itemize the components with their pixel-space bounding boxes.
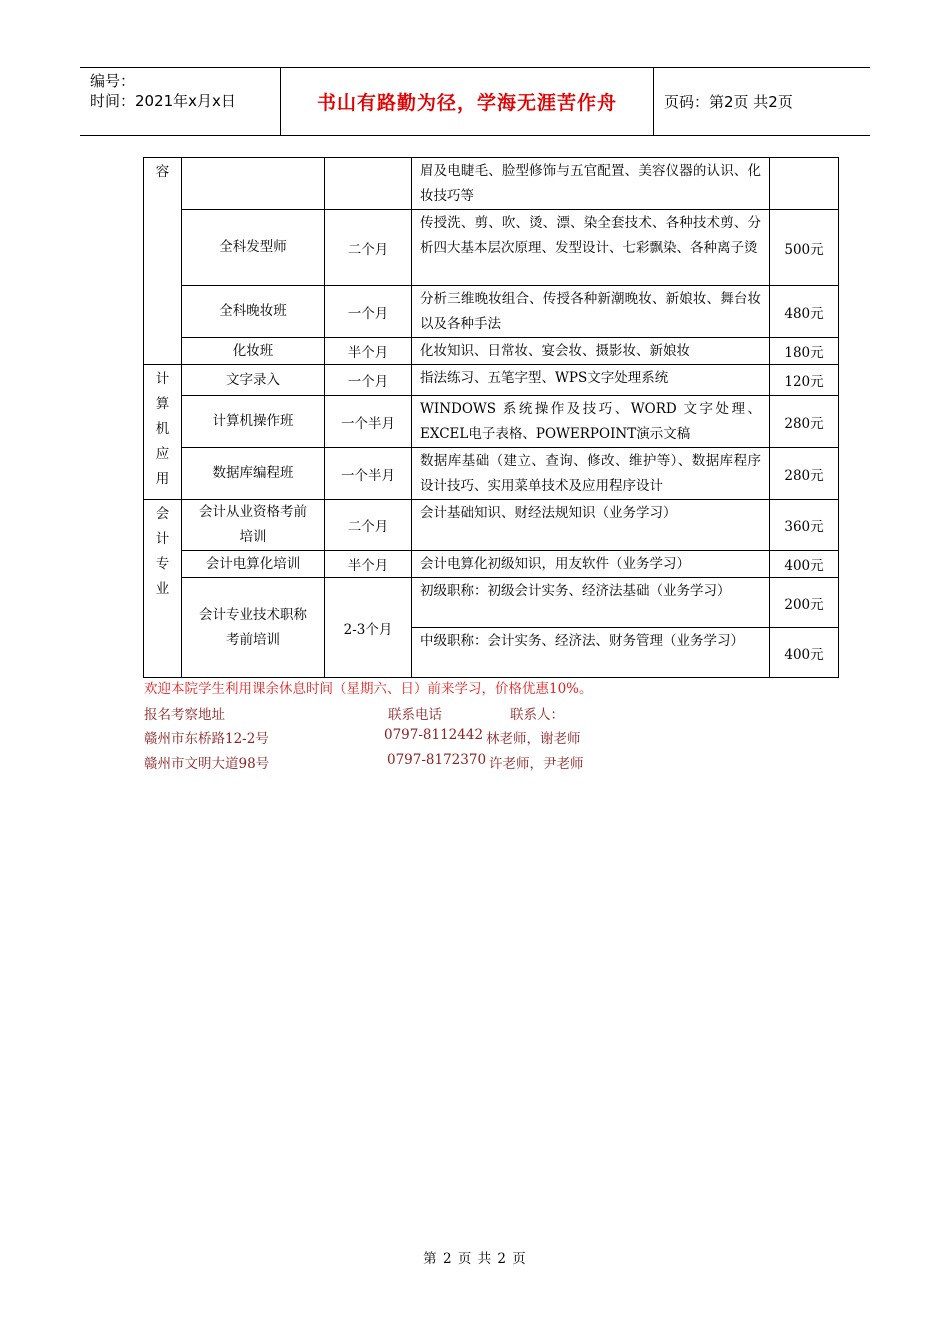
table-row <box>144 448 839 500</box>
course-duration: 半个月 <box>325 338 412 365</box>
category-beauty <box>144 158 182 365</box>
course-name <box>182 158 325 210</box>
table-row <box>144 210 839 286</box>
category-char: 机 <box>155 421 170 437</box>
course-table <box>143 157 839 678</box>
course-name: 会计专业技术职称考前培训 <box>182 578 325 678</box>
category-char: 应 <box>155 446 170 462</box>
table-row <box>144 551 839 578</box>
course-duration: 二个月 <box>325 210 412 286</box>
course-name: 化妆班 <box>182 338 325 365</box>
header-page-label: 页码：第2页 共2页 <box>664 93 793 111</box>
contact-2: 许老师，尹老师 <box>489 756 584 772</box>
course-name: 会计从业资格考前培训 <box>182 500 325 551</box>
category-char: 算 <box>155 396 170 412</box>
course-price: 200元 <box>770 578 839 628</box>
course-desc: 眉及电睫毛、脸型修饰与五官配置、美容仪器的认识、化妆技巧等 <box>412 158 770 210</box>
course-desc: 会计电算化初级知识，用友软件（业务学习） <box>412 551 770 578</box>
course-duration: 2-3个月 <box>325 578 412 678</box>
category-char: 容 <box>155 164 170 180</box>
category-char: 业 <box>155 581 170 597</box>
course-desc: 分析三维晚妆组合、传授各种新潮晚妆、新娘妆、舞台妆以及各种手法 <box>412 286 770 338</box>
table-row <box>144 286 839 338</box>
promo-text: 欢迎本院学生利用课余休息时间（星期六、日）前来学习，价格优惠10%。 <box>144 681 593 697</box>
table-row <box>144 578 839 628</box>
course-desc: 数据库基础（建立、查询、修改、维护等）、数据库程序设计技巧、实用菜单技术及应用程序设计 <box>412 448 770 500</box>
course-duration <box>325 158 412 210</box>
course-price: 480元 <box>770 286 839 338</box>
course-price: 280元 <box>770 448 839 500</box>
table-row <box>144 158 839 210</box>
table-row <box>144 365 839 396</box>
category-char: 用 <box>155 471 170 487</box>
course-name: 文字录入 <box>182 365 325 396</box>
category-char: 会 <box>155 506 170 522</box>
contact-1: 林老师，谢老师 <box>486 731 581 747</box>
course-name: 会计电算化培训 <box>182 551 325 578</box>
course-desc: 传授洗、剪、吹、烫、漂、染全套技术、各种技术剪、分析四大基本层次原理、发型设计、七彩飘染、各种离子烫 <box>412 210 770 286</box>
category-computer <box>144 365 182 500</box>
course-duration: 二个月 <box>325 500 412 551</box>
contact-header: 联系人： <box>510 707 564 723</box>
course-desc: 初级职称：初级会计实务、经济法基础（业务学习） <box>412 578 770 628</box>
phone-header: 联系电话 <box>388 707 442 723</box>
course-desc: 会计基础知识、财经法规知识（业务学习） <box>412 500 770 551</box>
course-price: 400元 <box>770 551 839 578</box>
page-header <box>80 67 870 136</box>
address-1: 赣州市东桥路12-2号 <box>144 731 269 747</box>
course-desc: 指法练习、五笔字型、WPS文字处理系统 <box>412 365 770 396</box>
code-label: 编号： <box>90 72 136 90</box>
course-desc: WINDOWS 系统操作及技巧、WORD 文字处理、EXCEL电子表格、POWERPOINT演示文稿 <box>412 396 770 448</box>
page-number: 第 2 页 共 2 页 <box>423 1251 527 1267</box>
course-name: 全科发型师 <box>182 210 325 286</box>
category-char: 计 <box>155 371 170 387</box>
category-accounting <box>144 500 182 678</box>
course-price: 120元 <box>770 365 839 396</box>
course-duration: 一个月 <box>325 286 412 338</box>
course-price: 180元 <box>770 338 839 365</box>
phone-2: 0797-8172370 <box>387 752 487 768</box>
phone-1: 0797-8112442 <box>384 727 484 743</box>
course-name: 计算机操作班 <box>182 396 325 448</box>
table-row <box>144 500 839 551</box>
course-price: 360元 <box>770 500 839 551</box>
course-price: 400元 <box>770 628 839 678</box>
course-desc: 化妆知识、日常妆、宴会妆、摄影妆、新娘妆 <box>412 338 770 365</box>
course-duration: 半个月 <box>325 551 412 578</box>
course-duration: 一个月 <box>325 365 412 396</box>
addr-header: 报名考察地址 <box>144 707 225 723</box>
table-row <box>144 338 839 365</box>
address-2: 赣州市文明大道98号 <box>144 756 270 772</box>
course-name: 全科晚妆班 <box>182 286 325 338</box>
course-price: 280元 <box>770 396 839 448</box>
course-price: 500元 <box>770 210 839 286</box>
category-char: 专 <box>155 556 170 572</box>
course-price <box>770 158 839 210</box>
course-name: 数据库编程班 <box>182 448 325 500</box>
time-label: 时间：2021年x月x日 <box>90 92 236 110</box>
course-duration: 一个半月 <box>325 396 412 448</box>
category-char: 计 <box>155 531 170 547</box>
header-meta <box>80 68 281 135</box>
course-desc: 中级职称：会计实务、经济法、财务管理（业务学习） <box>412 628 770 678</box>
header-motto: 书山有路勤为径，学海无涯苦作舟 <box>281 68 654 135</box>
course-duration: 一个半月 <box>325 448 412 500</box>
table-row <box>144 396 839 448</box>
